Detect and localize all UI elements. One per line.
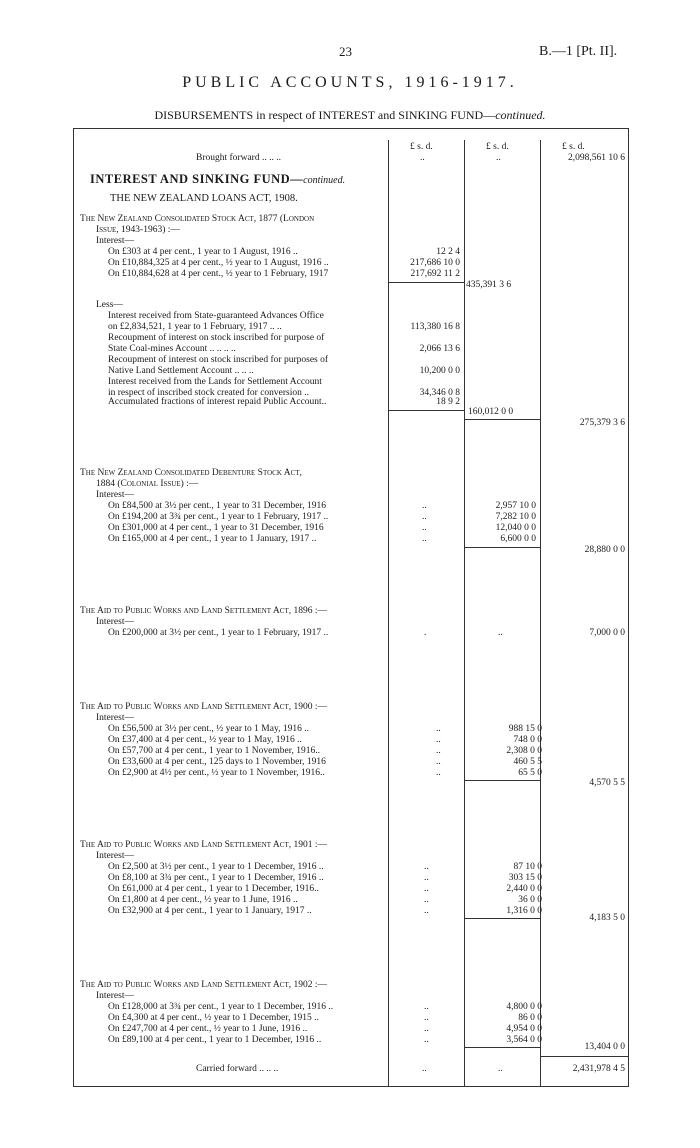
s4-row-5-amount: 65 5 0 <box>518 768 542 778</box>
s6-row-3-amount: 4,954 0 0 <box>506 1024 542 1034</box>
s2-row-4-dots: .. <box>422 534 427 544</box>
s4-title: The Aid to Public Works and Land Settlement Act, 1900 :— <box>80 702 327 712</box>
s1-rule-1 <box>389 282 464 283</box>
s1-row-1-amount: 12 2 4 <box>436 247 460 257</box>
s5-row-5: On £32,900 at 4 per cent., 1 year to 1 January, 1917 .. <box>108 906 312 916</box>
s2-interest-label: Interest— <box>96 490 134 500</box>
s1-less-line-8-amount: 34,346 0 8 <box>419 388 460 398</box>
s4-row-5-dots: .. <box>436 768 441 778</box>
s6-row-3-dots: .. <box>424 1024 429 1034</box>
s6-row-1-dots: .. <box>424 1002 429 1012</box>
s6-row-4: On £89,100 at 4 per cent., 1 year to 1 December, 1916 .. <box>108 1035 322 1045</box>
s2-row-1-dots: .. <box>422 501 427 511</box>
s5-row-4: On £1,800 at 4 per cent., ½ year to 1 June, 1916 .. <box>108 895 298 905</box>
s1-less-line-4: State Coal-mines Account .. .. .. .. <box>108 344 236 354</box>
s6-row-4-amount: 3,564 0 0 <box>506 1035 542 1045</box>
page-number: 23 <box>339 44 352 59</box>
s1-less-line-4-amount: 2,066 13 6 <box>419 344 460 354</box>
s5-row-4-amount: 36 0 0 <box>518 895 542 905</box>
s1-rule-3 <box>465 419 540 420</box>
s5-row-4-dots: .. <box>424 895 429 905</box>
column-header-1: £ s. d. <box>410 142 433 152</box>
carried-forward-rule <box>541 1056 628 1057</box>
s2-row-2: On £194,200 at 3¾ per cent., 1 year to 1 February, 1917 .. <box>108 512 329 522</box>
brought-forward-amount: 2,098,561 10 6 <box>568 153 625 163</box>
s2-row-1: On £84,500 at 3½ per cent., 1 year to 31 December, 1916 <box>108 501 327 511</box>
s6-title: The Aid to Public Works and Land Settlement Act, 1902 :— <box>80 980 327 990</box>
s4-row-3: On £57,700 at 4 per cent., 1 year to 1 November, 1916.. <box>108 746 320 756</box>
s2-row-3-dots: .. <box>422 523 427 533</box>
s3-dot-2: .. <box>498 628 503 638</box>
s4-total: 4,570 5 5 <box>589 778 625 788</box>
s4-row-4: On £33,600 at 4 per cent., 125 days to 1 November, 1916 <box>108 757 326 767</box>
subtitle-main: DISBURSEMENTS in respect of INTEREST and SINKING FUND— <box>154 108 496 122</box>
s6-rule <box>465 1047 540 1048</box>
s1-rule-2 <box>389 410 464 411</box>
section-heading-main: INTEREST AND SINKING FUND— <box>90 172 304 186</box>
s4-row-2-amount: 748 0 0 <box>513 735 542 745</box>
s6-total: 13,404 0 0 <box>584 1042 625 1052</box>
section-heading <box>90 172 345 188</box>
s3-title: The Aid to Public Works and Land Settlement Act, 1896 :— <box>80 606 327 616</box>
s5-row-5-dots: .. <box>424 906 429 916</box>
s4-row-2-dots: .. <box>436 735 441 745</box>
s2-row-3: On £301,000 at 4 per cent., 1 year to 31 December, 1916 <box>108 523 324 533</box>
s5-row-3-amount: 2,440 0 0 <box>506 884 542 894</box>
brought-forward-dots-2: .. <box>496 153 501 163</box>
act-heading: THE NEW ZEALAND LOANS ACT, 1908. <box>110 193 298 204</box>
s6-row-2-dots: .. <box>424 1013 429 1023</box>
carried-forward-amount: 2,431,978 4 5 <box>572 1064 625 1074</box>
s1-interest-label: Interest— <box>96 236 134 246</box>
s2-total: 28,880 0 0 <box>584 545 625 555</box>
brought-forward-label: Brought forward .. .. .. <box>196 153 281 163</box>
table-bottom-rule <box>73 1086 629 1087</box>
s2-title-line-2: 1884 (Colonial Issue) :— <box>96 479 199 489</box>
s4-rule <box>465 780 540 781</box>
s1-row-3-amount: 217,692 11 2 <box>410 269 460 279</box>
s1-less-total: 160,012 0 0 <box>468 407 514 417</box>
page-title: PUBLIC ACCOUNTS, 1916-1917. <box>182 74 518 91</box>
s1-less-line-9-amount: 18 9 2 <box>436 397 460 407</box>
s5-row-3: On £61,000 at 4 per cent., 1 year to 1 December, 1916.. <box>108 884 319 894</box>
s5-row-2: On £8,100 at 3¾ per cent., 1 year to 1 December, 1916 .. <box>108 873 324 883</box>
s4-row-1: On £56,500 at 3½ per cent., ½ year to 1 May, 1916 .. <box>108 724 309 734</box>
table-left-rule <box>73 128 74 1086</box>
s5-row-2-amount: 303 15 0 <box>508 873 542 883</box>
s2-row-2-dots: .. <box>422 512 427 522</box>
s5-row-1-amount: 87 10 0 <box>513 862 542 872</box>
section-heading-italic: continued. <box>303 175 346 186</box>
s2-row-4: On £165,000 at 4 per cent., 1 year to 1 January, 1917 .. <box>108 534 317 544</box>
carried-forward-dots-1: .. <box>422 1064 427 1074</box>
page-subtitle <box>0 108 700 123</box>
subtitle-italic: continued. <box>495 108 546 122</box>
s1-less-line-6: Native Land Settlement Account .. .. .. <box>108 366 254 376</box>
s4-interest-label: Interest— <box>96 713 134 723</box>
s5-rule <box>465 918 540 919</box>
s4-row-2: On £37,400 at 4 per cent., ½ year to 1 May, 1916 .. <box>108 735 302 745</box>
s6-row-3: On £247,700 at 4 per cent., ½ year to 1 June, 1916 .. <box>108 1024 308 1034</box>
s1-row-2-amount: 217,686 10 0 <box>410 258 460 268</box>
s1-row-3: On £10,884,628 at 4 per cent., ½ year to 1 February, 1917 <box>108 269 329 279</box>
s2-row-3-amount: 12,040 0 0 <box>495 523 536 533</box>
s5-row-5-amount: 1,316 0 0 <box>506 906 542 916</box>
s1-subtotal: 435,391 3 6 <box>466 280 512 290</box>
s6-row-4-dots: .. <box>424 1035 429 1045</box>
s4-row-5: On £2,900 at 4½ per cent., ½ year to 1 November, 1916.. <box>108 768 325 778</box>
s5-row-1-dots: .. <box>424 862 429 872</box>
s1-less-line-6-amount: 10,200 0 0 <box>419 366 460 376</box>
s4-row-1-amount: 988 15 0 <box>508 724 542 734</box>
s1-less-line-2: on £2,834,521, 1 year to 1 February, 1917 .. .. <box>108 322 282 332</box>
s2-row-4-amount: 6,600 0 0 <box>500 534 536 544</box>
s1-row-2: On £10,884,325 at 4 per cent., ½ year to 1 August, 1916 .. <box>108 258 329 268</box>
column-rule-3 <box>540 140 541 1086</box>
s1-less-line-2-amount: 113,380 16 8 <box>410 322 460 332</box>
s6-row-2-amount: 86 0 0 <box>518 1013 542 1023</box>
s3-row-1: On £200,000 at 3½ per cent., 1 year to 1 February, 1917 .. <box>108 628 329 638</box>
s2-title-line-1: The New Zealand Consolidated Debenture Stock Act, <box>80 468 302 478</box>
s4-row-3-amount: 2,308 0 0 <box>506 746 542 756</box>
s5-row-3-dots: .. <box>424 884 429 894</box>
carried-forward-label: Carried forward .. .. .. <box>196 1064 279 1074</box>
column-header-3: £ s. d. <box>562 142 585 152</box>
s5-row-1: On £2,500 at 3½ per cent., 1 year to 1 December, 1916 .. <box>108 862 324 872</box>
s6-row-2: On £4,300 at 4 per cent., ½ year to 1 December, 1915 .. <box>108 1013 319 1023</box>
s1-less-label: Less— <box>96 300 123 310</box>
brought-forward-dots-1: .. <box>420 153 425 163</box>
s2-rule <box>465 547 540 548</box>
s5-row-2-dots: .. <box>424 873 429 883</box>
s6-interest-label: Interest— <box>96 991 134 1001</box>
s3-dot-1: . <box>424 628 427 638</box>
s4-row-4-amount: 460 5 5 <box>513 757 542 767</box>
column-header-2: £ s. d. <box>486 142 509 152</box>
s1-less-line-5: Recoupment of interest on stock inscribed for purposes of <box>108 355 329 365</box>
s3-interest-label: Interest— <box>96 617 134 627</box>
s1-less-line-3: Recoupment of interest on stock inscribed for purpose of <box>108 333 325 343</box>
column-rule-2 <box>464 140 465 1086</box>
table-right-rule <box>628 128 629 1086</box>
s6-row-1: On £128,000 at 3¾ per cent., 1 year to 1 December, 1916 .. <box>108 1002 334 1012</box>
document-reference: B.—1 [Pt. II]. <box>539 44 618 59</box>
s1-title-line-1: The New Zealand Consolidated Stock Act, 1877 (London <box>80 214 315 224</box>
s1-less-line-1: Interest received from State-guaranteed Advances Office <box>108 311 324 321</box>
s4-row-3-dots: .. <box>436 746 441 756</box>
s1-title-line-2: Issue, 1943-1963) :— <box>96 225 180 235</box>
s5-total: 4,183 5 0 <box>589 913 625 923</box>
s1-less-line-9: Accumulated fractions of interest repaid Public Account.. <box>108 397 327 407</box>
s1-less-line-7: Interest received from the Lands for Settlement Account <box>108 377 322 387</box>
s5-title: The Aid to Public Works and Land Settlement Act, 1901 :— <box>80 840 327 850</box>
table-top-rule <box>73 128 629 129</box>
carried-forward-dots-2: .. <box>498 1064 503 1074</box>
s4-row-1-dots: .. <box>436 724 441 734</box>
s6-row-1-amount: 4,800 0 0 <box>506 1002 542 1012</box>
s5-interest-label: Interest— <box>96 851 134 861</box>
s4-row-4-dots: .. <box>436 757 441 767</box>
s1-row-1: On £303 at 4 per cent., 1 year to 1 August, 1916 .. <box>108 247 298 257</box>
s3-total: 7,000 0 0 <box>589 628 625 638</box>
s1-less-line-8: in respect of inscribed stock created for conversion .. <box>108 388 310 398</box>
s2-row-2-amount: 7,282 10 0 <box>495 512 536 522</box>
s2-row-1-amount: 2,957 10 0 <box>495 501 536 511</box>
s1-net-total: 275,379 3 6 <box>579 418 625 428</box>
